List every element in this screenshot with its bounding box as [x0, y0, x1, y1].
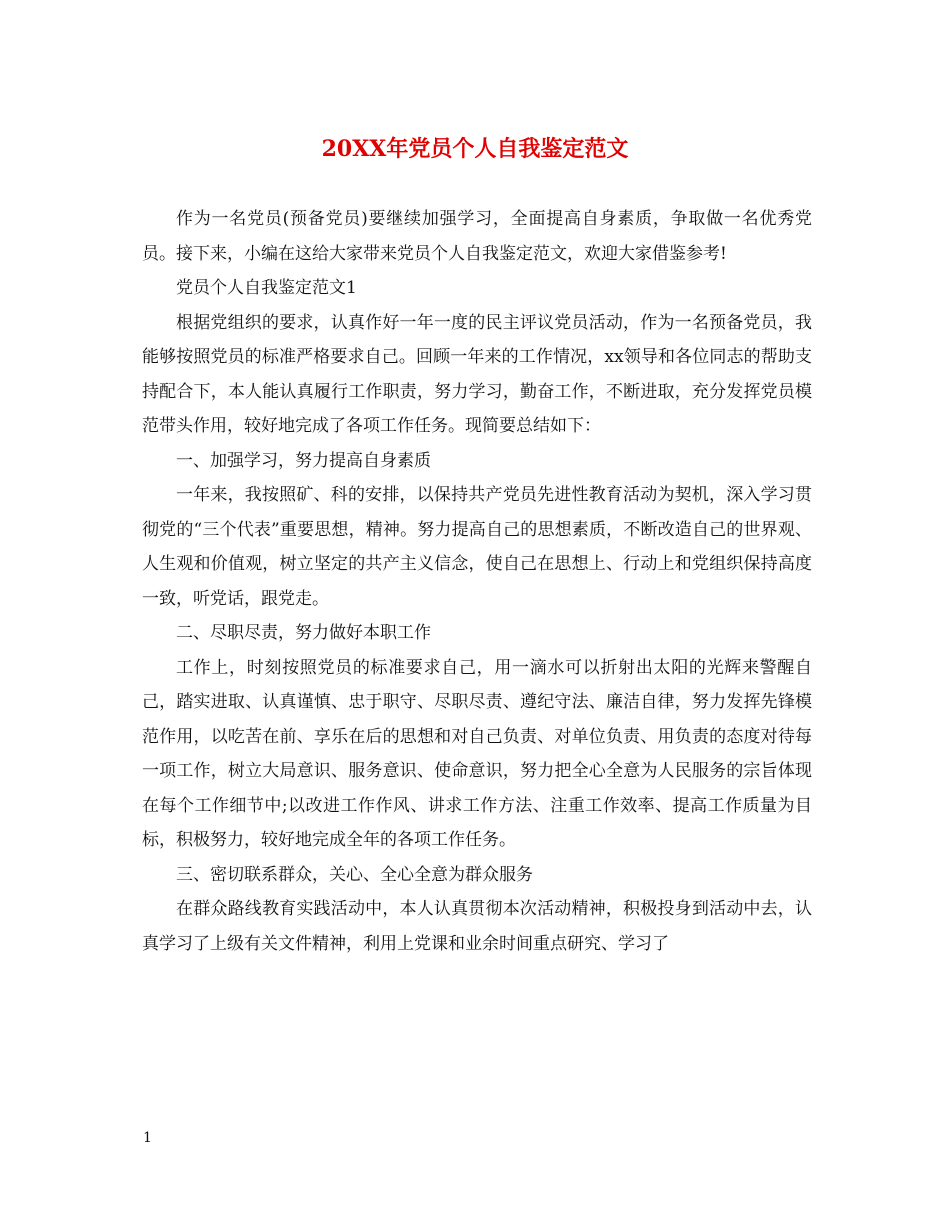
- body-paragraph: 根据党组织的要求，认真作好一年一度的民主评议党员活动，作为一名预备党员，我能够按照党员的标准严格要求自己。回顾一年来的工作情况，xx领导和各位同志的帮助支持配合下，本人能认真履行工作职责，努力学习，勤奋工作，不断进取，充分发挥党员模范带头作用，较好地完成了各项工作任务。现简要总结如下：: [142, 312, 812, 436]
- document-body: [142, 202, 812, 961]
- section-heading-masses: 三、密切联系群众，关心、全心全意为群众服务: [176, 864, 533, 885]
- section-heading-duty: 二、尽职尽责，努力做好本职工作: [176, 623, 431, 643]
- intro-paragraph: 作为一名党员(预备党员)要继续加强学习，全面提高自身素质，争取做一名优秀党员。接下来，小编在这给大家带来党员个人自我鉴定范文，欢迎大家借鉴参考!: [142, 209, 812, 264]
- body-paragraph: 在群众路线教育实践活动中，本人认真贯彻本次活动精神，积极投身到活动中去，认真学习了上级有关文件精神，利用上党课和业余时间重点研究、学习了: [142, 899, 812, 954]
- section-heading-sample-1: 党员个人自我鉴定范文1: [176, 278, 357, 298]
- section-heading-study: 一、加强学习，努力提高自身素质: [176, 450, 431, 471]
- page-number: 1: [143, 1130, 152, 1146]
- body-paragraph: 一年来，我按照矿、科的安排，以保持共产党员先进性教育活动为契机，深入学习贯彻党的“三个代表”重要思想，精神。努力提高自己的思想素质，不断改造自己的世界观、人生观和价值观，树立坚定的共产主义信念，使自己在思想上、行动上和党组织保持高度一致，听党话，跟党走。: [142, 485, 812, 609]
- document-title: 20XX年党员个人自我鉴定范文: [321, 136, 629, 162]
- body-paragraph: 工作上，时刻按照党员的标准要求自己，用一滴水可以折射出太阳的光辉来警醒自己，踏实进取、认真谨慎、忠于职守、尽职尽责、遵纪守法、廉洁自律，努力发挥先锋模范作用，以吃苦在前、享乐在后的思想和对自己负责、对单位负责、用负责的态度对待每一项工作，树立大局意识、服务意识、使命意识，努力把全心全意为人民服务的宗旨体现在每个工作细节中;以改进工作作风、讲求工作方法、注重工作效率、提高工作质量为目标，积极努力，较好地完成全年的各项工作任务。: [142, 657, 812, 850]
